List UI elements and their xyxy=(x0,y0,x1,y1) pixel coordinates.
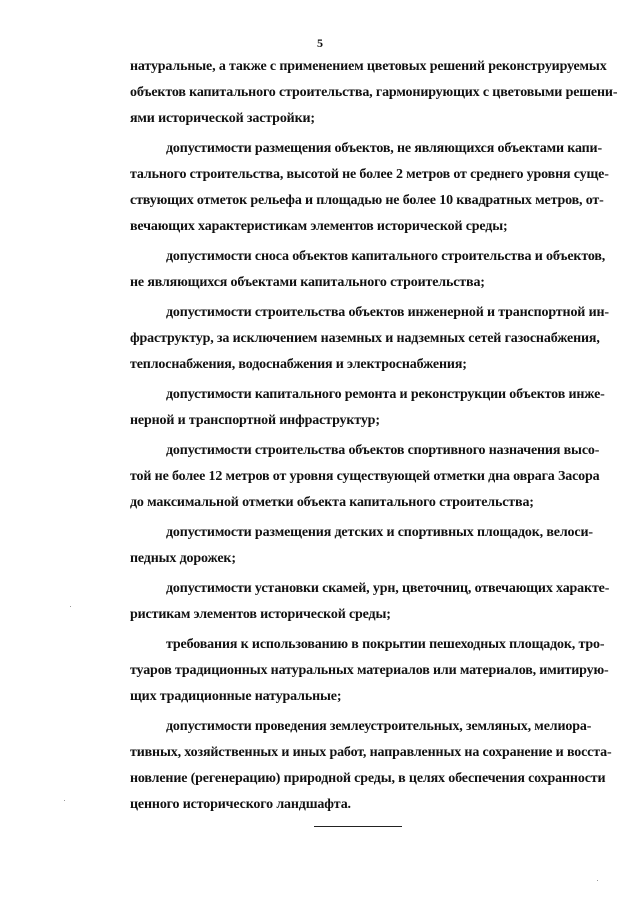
text-line xyxy=(94,352,579,378)
line-text: тивных, хозяйственных и иных работ, направленных на сохранение и восста- xyxy=(130,745,612,760)
line-text: теплоснабжения, водоснабжения и электроснабжения; xyxy=(130,357,467,372)
line-text: допустимости строительства объектов спортивного назначения высо- xyxy=(166,443,600,458)
text-line xyxy=(94,684,579,710)
text-line xyxy=(94,214,579,240)
line-text: требования к использованию в покрытии пешеходных площадок, тро- xyxy=(166,637,605,652)
line-text: допустимости размещения детских и спортивных площадок, велоси- xyxy=(166,525,593,540)
text-line xyxy=(94,438,600,464)
text-line xyxy=(94,382,605,408)
paragraph xyxy=(94,520,593,572)
text-line xyxy=(94,714,592,740)
page-number: 5 xyxy=(317,36,323,50)
scan-speck xyxy=(64,800,65,801)
text-line xyxy=(94,136,602,162)
text-line xyxy=(94,80,618,106)
paragraph xyxy=(94,382,605,434)
text-line xyxy=(94,270,579,296)
text-line xyxy=(94,490,579,516)
line-text: до максимальной отметки объекта капитального строительства; xyxy=(130,495,534,510)
text-line xyxy=(94,300,609,326)
paragraph xyxy=(94,54,618,132)
line-text: допустимости сноса объектов капитального строительства и объектов, xyxy=(166,249,606,264)
line-text: нерной и транспортной инфраструктур; xyxy=(130,413,380,428)
line-text: ствующих отметок рельефа и площадью не более 10 квадратных метров, от- xyxy=(130,193,604,208)
text-line xyxy=(94,464,600,490)
text-line xyxy=(94,658,609,684)
line-text: той не более 12 метров от уровня существующей отметки дна оврага Засора xyxy=(130,469,600,484)
text-line xyxy=(94,766,606,792)
text-line xyxy=(94,162,609,188)
scan-speck xyxy=(70,606,71,607)
paragraph xyxy=(94,714,612,818)
text-line xyxy=(94,326,600,352)
paragraph xyxy=(94,632,609,710)
paragraph xyxy=(94,438,600,516)
paragraph xyxy=(94,244,606,296)
paragraph xyxy=(94,136,609,240)
line-text: тального строительства, высотой не более 2 метров от среднего уровня суще- xyxy=(130,167,609,182)
text-line xyxy=(94,632,605,658)
line-text: новление (регенерацию) природной среды, в целях обеспечения сохранности xyxy=(130,771,606,786)
text-line xyxy=(94,244,606,270)
line-text: ристикам элементов исторической среды; xyxy=(130,607,391,622)
line-text: фраструктур, за исключением наземных и надземных сетей газоснабжения, xyxy=(130,331,600,346)
text-line xyxy=(94,520,593,546)
text-line xyxy=(94,408,579,434)
line-text: допустимости капитального ремонта и реконструкции объектов инже- xyxy=(166,387,605,402)
line-text: допустимости установки скамей, урн, цветочниц, отвечающих характе- xyxy=(166,581,610,596)
text-line xyxy=(94,106,579,132)
text-line xyxy=(94,546,579,572)
document-body xyxy=(94,54,618,822)
text-line xyxy=(94,54,607,80)
line-text: допустимости строительства объектов инженерной и транспортной ин- xyxy=(166,305,609,320)
line-text: натуральные, а также с применением цветовых решений реконструируемых xyxy=(130,59,607,74)
text-line xyxy=(94,188,604,214)
text-line xyxy=(94,792,579,818)
scan-speck xyxy=(597,880,598,881)
line-text: ями исторической застройки; xyxy=(130,111,315,126)
line-text: допустимости размещения объектов, не являющихся объектами капи- xyxy=(166,141,602,156)
line-text: туаров традиционных натуральных материалов или материалов, имитирую- xyxy=(130,663,609,678)
line-text: ценного исторического ландшафта. xyxy=(130,797,351,812)
line-text: допустимости проведения землеустроительных, земляных, мелиора- xyxy=(166,719,592,734)
text-line xyxy=(94,740,612,766)
line-text: объектов капитального строительства, гармонирующих с цветовыми решени- xyxy=(130,85,618,100)
line-text: щих традиционные натуральные; xyxy=(130,689,342,704)
text-line xyxy=(94,576,610,602)
closing-rule xyxy=(314,826,402,827)
text-line xyxy=(94,602,579,628)
paragraph xyxy=(94,576,610,628)
line-text: не являющихся объектами капитального строительства; xyxy=(130,275,485,290)
line-text: педных дорожек; xyxy=(130,551,236,566)
paragraph xyxy=(94,300,609,378)
line-text: вечающих характеристикам элементов исторической среды; xyxy=(130,219,508,234)
